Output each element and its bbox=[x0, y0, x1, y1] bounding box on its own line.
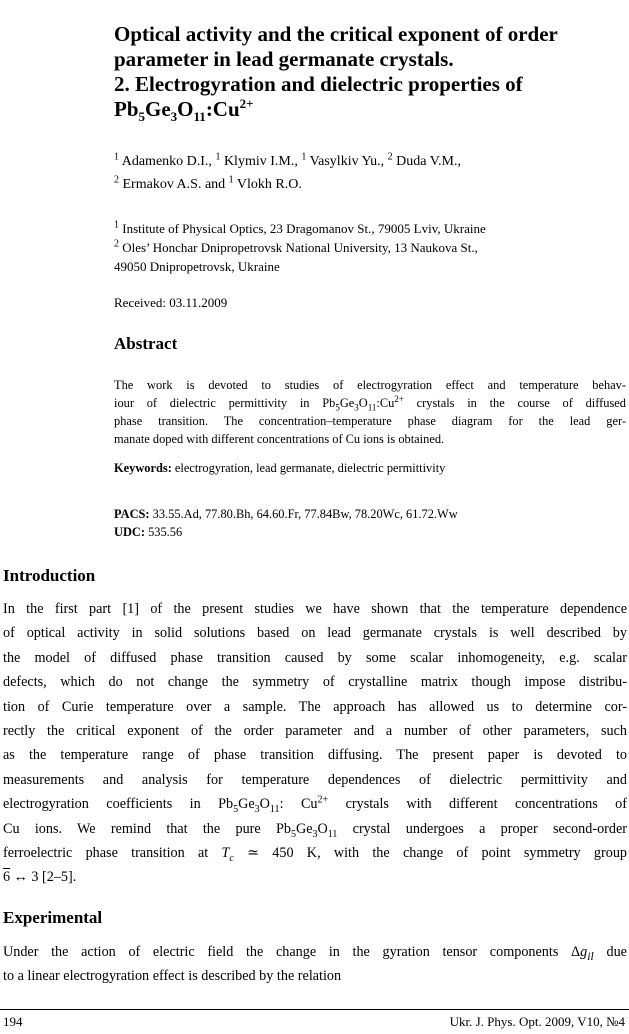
author-affiliation-mark: 1 bbox=[228, 174, 234, 186]
curie-temperature-symbol: $T_c$ bbox=[221, 845, 234, 864]
udc-text: 535.56 bbox=[144, 525, 183, 539]
author-list bbox=[114, 150, 624, 196]
udc-code bbox=[114, 523, 182, 541]
keywords bbox=[114, 461, 445, 476]
body-line: measurements and analysis for temperature dependences of dielectric permittivity and bbox=[3, 771, 627, 788]
body-line: In the first part [1] of the present studies we have shown that the temperature dependence bbox=[3, 601, 627, 617]
article-title bbox=[114, 22, 624, 125]
body-line: Under the action of electric field the change in the gyration tensor components $\Delta g_{il}$ due bbox=[3, 944, 627, 963]
footer-rule bbox=[0, 1009, 629, 1010]
body-line: 6 ↔ 3 [2–5]. bbox=[3, 869, 77, 886]
udc-label: UDC: bbox=[114, 525, 145, 539]
abstract-line: iour of dielectric permittivity in $Pb_5Ge_3O_{11}:Cu^{2+}$ crystals in the course of diffused bbox=[114, 393, 626, 413]
experimental-heading: Experimental bbox=[3, 908, 103, 927]
journal-reference: Ukr. J. Phys. Opt. 2009, V10, №4 bbox=[449, 1014, 625, 1029]
author-line bbox=[114, 150, 624, 173]
author-affiliation-mark: 1 bbox=[215, 151, 221, 163]
received-date: Received: 03.11.2009 bbox=[114, 295, 228, 310]
pacs-text: 33.55.Ad, 77.80.Bh, 64.60.Fr, 77.84Bw, 78.20Wc, 61.72.Ww bbox=[149, 507, 458, 521]
author-name: Ermakov A.S. and bbox=[122, 177, 226, 192]
body-line: ferroelectric phase transition at $T_c$ ≃ 450 K, with the change of point symmetry group bbox=[3, 845, 628, 864]
bar-six-symbol: 6 bbox=[3, 869, 11, 886]
body-line: tion of Curie temperature over a sample. The approach has allowed us to determine cor- bbox=[3, 698, 627, 715]
author-affiliation-mark: 1 bbox=[114, 151, 119, 163]
body-line: of optical activity in solid solutions based on lead germanate crystals is well described by bbox=[3, 625, 627, 642]
abstract-heading: Abstract bbox=[114, 334, 178, 353]
body-line: defects, which do not change the symmetry of crystalline matrix though impose distribu- bbox=[3, 674, 627, 691]
author-affiliation-mark: 1 bbox=[301, 151, 307, 163]
abstract-line: phase transition. The concentration–temperature phase diagram for the lead ger- bbox=[114, 414, 626, 428]
affiliation-2: $^2$ Oles’ Honchar Dnipropetrovsk National University, 13 Naukova St., bbox=[114, 238, 478, 255]
author-affiliation-mark: 2 bbox=[114, 174, 119, 186]
pacs-codes bbox=[114, 505, 458, 523]
introduction-body bbox=[3, 597, 627, 890]
author-name: Vasylkiv Yu., bbox=[309, 154, 385, 169]
author-name: Klymiv I.M., bbox=[223, 154, 298, 169]
body-line: Cu ions. We remind that the pure $Pb_5Ge_3O_{11}$ crystal undergoes a proper second-order bbox=[3, 820, 628, 840]
title-line: parameter in lead germanate crystals. bbox=[114, 47, 454, 71]
body-line: rectly the critical exponent of the order parameter and a number of other parameters, such bbox=[3, 723, 627, 740]
affiliations bbox=[114, 219, 624, 276]
title-line: 2. Electrogyration and dielectric properties of bbox=[114, 72, 523, 96]
pacs-label: PACS: bbox=[114, 507, 150, 521]
author-affiliation-mark: 2 bbox=[387, 151, 393, 163]
affiliation-2-cont: 49050 Dnipropetrovsk, Ukraine bbox=[114, 259, 280, 274]
introduction-heading: Introduction bbox=[3, 566, 96, 585]
body-line: as the temperature range of phase transition diffusing. The present paper is devoted to bbox=[3, 747, 627, 764]
abstract-line: manate doped with different concentrations of Cu ions is obtained. bbox=[114, 432, 445, 446]
body-line: the model of diffused phase transition caused by some scalar inhomogeneity, e.g. scalar bbox=[3, 649, 627, 666]
experimental-body bbox=[3, 940, 627, 989]
abstract-line: The work is devoted to studies of electrogyration effect and temperature behav- bbox=[114, 378, 626, 392]
author-name: Duda V.M., bbox=[396, 154, 461, 169]
affiliation-1: $^1$ Institute of Physical Optics, 23 Dragomanov St., 79005 Lviv, Ukraine bbox=[114, 219, 486, 236]
author-name: Adamenko D.I., bbox=[121, 154, 212, 169]
author-name: Vlokh R.O. bbox=[236, 177, 302, 192]
body-line: to a linear electrogyration effect is described by the relation bbox=[3, 968, 342, 985]
body-line: electrogyration coefficients in $Pb_5Ge_3O_{11}$: $Cu^{2+}$ crystals with different concentrations of bbox=[3, 794, 628, 816]
title-line: Optical activity and the critical exponent of order bbox=[114, 22, 558, 46]
author-line bbox=[114, 173, 624, 196]
keywords-label: Keywords: bbox=[114, 461, 172, 475]
page-number: 194 bbox=[3, 1014, 23, 1029]
abstract-text bbox=[114, 376, 626, 448]
keywords-text: electrogyration, lead germanate, dielectric permittivity bbox=[171, 461, 446, 475]
title-formula: $Pb_5Ge_3O_{11}:Cu^{2+}$ bbox=[114, 96, 254, 125]
